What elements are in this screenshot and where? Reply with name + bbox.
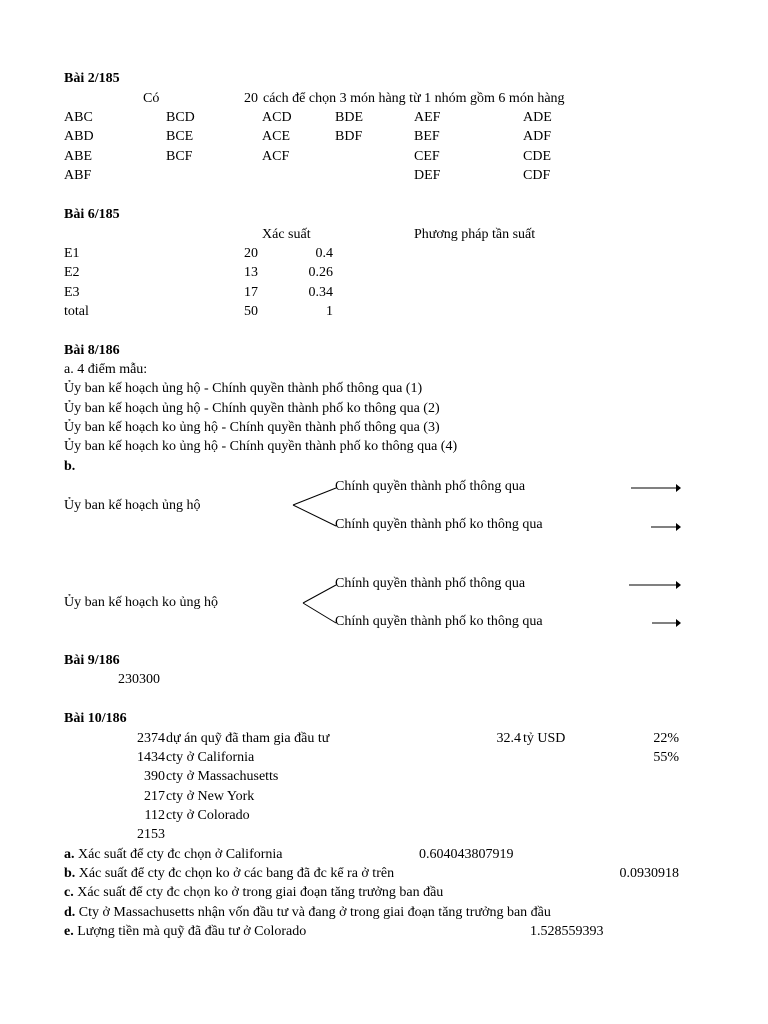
bai6-row-prob: 1	[326, 304, 333, 319]
bai10-question-b	[64, 866, 394, 882]
combo-cell: ACE	[262, 129, 290, 144]
bai10-number: 2153	[137, 827, 165, 842]
combo-cell: BCF	[166, 149, 193, 164]
arrow-head-3	[676, 581, 681, 589]
combo-cell: DEF	[414, 168, 441, 183]
combo-cell: ABC	[64, 110, 93, 125]
bai2-description: cách để chọn 3 món hàng từ 1 nhóm gồm 6 món hàng	[263, 91, 565, 106]
arrow-head-2	[676, 523, 681, 531]
arrow-head-4	[676, 619, 681, 627]
bai6-method-header: Phương pháp tần suất	[414, 227, 536, 242]
question-text: Xác suất để cty đc chọn ko ở trong giai đoạn tăng trưởng ban đầu	[77, 885, 444, 900]
bai6-prob-header: Xác suất	[262, 227, 311, 242]
bai6-row-prob: 0.34	[308, 285, 333, 300]
bai10-number: 2374	[137, 731, 165, 746]
combo-cell: ABD	[64, 129, 94, 144]
bai6-row-prob: 0.4	[315, 246, 333, 261]
combo-cell: BEF	[414, 129, 440, 144]
tree2-branch-fail: Chính quyền thành phố ko thông qua	[335, 614, 543, 629]
bai6-row-freq: 50	[244, 304, 258, 319]
sample-point: Ủy ban kế hoạch ko ủng hộ - Chính quyền thành phố ko thông qua (4)	[64, 439, 458, 454]
sample-point: Ủy ban kế hoạch ủng hộ - Chính quyền thành phố ko thông qua (2)	[64, 401, 440, 416]
question-label: c.	[64, 885, 74, 900]
combo-cell: CEF	[414, 149, 440, 164]
bai10-question-a	[64, 847, 283, 863]
combo-cell: CDE	[523, 149, 551, 164]
combo-cell: BDE	[335, 110, 363, 125]
bai6-row-freq: 20	[244, 246, 258, 261]
bai6-title: Bài 6/185	[64, 207, 120, 222]
bai10-text: cty ở Colorado	[166, 808, 250, 823]
bai9-title: Bài 9/186	[64, 653, 120, 668]
tree2-root: Ủy ban kế hoạch ko ủng hộ	[64, 595, 218, 610]
combo-cell: ABE	[64, 149, 92, 164]
bai10-text: cty ở California	[166, 750, 255, 765]
bai6-row-label: E1	[64, 246, 80, 261]
question-label: d.	[64, 905, 76, 920]
bai10-amount: 32.4	[496, 731, 521, 746]
tree1-branch-pass: Chính quyền thành phố thông qua	[335, 479, 526, 494]
bai10-number: 390	[144, 769, 165, 784]
answer-b-value: 0.0930918	[619, 866, 679, 881]
bai8-title: Bài 8/186	[64, 343, 120, 358]
sample-point: Ủy ban kế hoạch ủng hộ - Chính quyền thành phố thông qua (1)	[64, 381, 423, 396]
tree2-branch-pass: Chính quyền thành phố thông qua	[335, 576, 526, 591]
bai10-unit: tỷ USD	[523, 731, 566, 746]
arrow-head-1	[676, 484, 681, 492]
tree1-branch-fail: Chính quyền thành phố ko thông qua	[335, 517, 543, 532]
bai6-row-prob: 0.26	[308, 265, 333, 280]
bai10-question-c	[64, 885, 443, 901]
bai2-co-label: Có	[143, 91, 160, 106]
bai2-title: Bài 2/185	[64, 71, 120, 86]
tree2-connector-upper	[303, 585, 336, 603]
bai10-percent: 22%	[653, 731, 679, 746]
bai10-text: cty ở Massachusetts	[166, 769, 279, 784]
bai10-question-e	[64, 924, 306, 940]
tree1-connector-upper	[293, 488, 336, 505]
bai6-row-label: E2	[64, 265, 80, 280]
combo-cell: ADE	[523, 110, 552, 125]
bai10-text: cty ở New York	[166, 789, 255, 804]
combo-cell: BCD	[166, 110, 195, 125]
question-text: Xác suất để cty đc chọn ở California	[78, 847, 283, 862]
bai10-text: dự án quỹ đã tham gia đầu tư	[166, 731, 330, 746]
tree1-connector-lower	[293, 505, 336, 526]
combo-cell: ACF	[262, 149, 290, 164]
answer-e-value: 1.528559393	[530, 924, 604, 939]
combo-cell: ACD	[262, 110, 292, 125]
question-label: e.	[64, 924, 74, 939]
bai10-number: 217	[144, 789, 165, 804]
combo-cell: CDF	[523, 168, 551, 183]
bai8-part-b: b.	[64, 459, 76, 474]
combo-cell: AEF	[414, 110, 441, 125]
question-text: Cty ở Massachusetts nhận vốn đầu tư và đang ở trong giai đoạn tăng trưởng ban đầu	[78, 905, 551, 920]
bai6-row-freq: 13	[244, 265, 258, 280]
bai8-part-a: a. 4 điểm mẫu:	[64, 362, 148, 377]
bai10-percent: 55%	[653, 750, 679, 765]
question-label: b.	[64, 866, 76, 881]
combo-cell: ABF	[64, 168, 92, 183]
bai2-count: 20	[244, 91, 258, 106]
bai6-row-freq: 17	[244, 285, 258, 300]
sample-point: Ủy ban kế hoạch ko ủng hộ - Chính quyền thành phố thông qua (3)	[64, 420, 440, 435]
answer-a-value: 0.604043807919	[419, 847, 514, 862]
bai6-row-label: total	[64, 304, 89, 319]
bai6-row-label: E3	[64, 285, 80, 300]
bai9-value: 230300	[118, 672, 160, 687]
question-label: a.	[64, 847, 75, 862]
question-text: Lượng tiền mà quỹ đã đầu tư ở Colorado	[77, 924, 307, 939]
combo-cell: BCE	[166, 129, 194, 144]
question-text: Xác suất để cty đc chọn ko ở các bang đã đc kể ra ở trên	[78, 866, 395, 881]
combo-cell: ADF	[523, 129, 552, 144]
bai10-title: Bài 10/186	[64, 711, 127, 726]
bai10-question-d	[64, 905, 551, 921]
combo-cell: BDF	[335, 129, 363, 144]
bai10-number: 112	[144, 808, 165, 823]
tree2-connector-lower	[303, 603, 336, 623]
bai10-number: 1434	[137, 750, 165, 765]
tree1-root: Ủy ban kế hoạch ủng hộ	[64, 498, 201, 513]
